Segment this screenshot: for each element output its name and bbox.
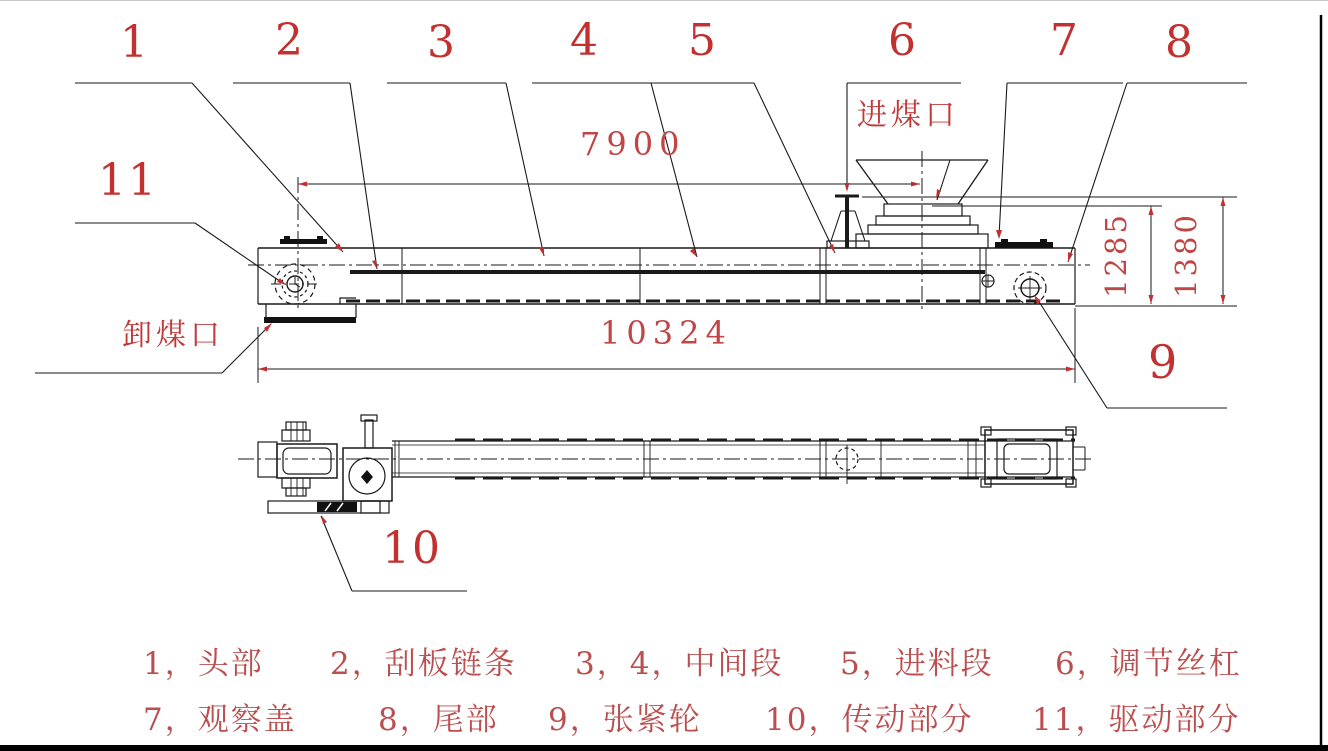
legend-drive-part: 11，驱动部分 bbox=[1032, 702, 1241, 738]
callout-11: 11 bbox=[98, 155, 158, 206]
legend-transmission: 10，传动部分 bbox=[765, 702, 974, 738]
dimension-lines bbox=[258, 177, 1237, 389]
callout-7: 7 bbox=[1050, 15, 1080, 66]
callout-6: 6 bbox=[888, 15, 918, 66]
legend-head: 1，头部 bbox=[143, 646, 264, 682]
drive-unit bbox=[258, 415, 392, 513]
callout-2: 2 bbox=[275, 15, 305, 66]
callout-5: 5 bbox=[688, 15, 718, 66]
plan-view bbox=[238, 415, 1094, 513]
coal-outlet-label: 卸煤口 bbox=[122, 318, 224, 353]
callout-1: 1 bbox=[120, 17, 150, 68]
dimension-1380: 1380 bbox=[1169, 212, 1203, 298]
tension-wheel bbox=[1014, 272, 1046, 304]
discharge-chute-plate bbox=[264, 317, 356, 323]
drive-sprocket bbox=[271, 264, 319, 304]
callout-3: 3 bbox=[427, 17, 457, 68]
legend-tail: 8，尾部 bbox=[378, 702, 499, 738]
legend-feed-section: 5，进料段 bbox=[840, 646, 994, 682]
observation-cover bbox=[995, 242, 1053, 248]
legend-tension-wheel: 9，张紧轮 bbox=[548, 702, 702, 738]
dimension-1285: 1285 bbox=[1099, 212, 1133, 298]
callout-4: 4 bbox=[570, 15, 600, 66]
callout-8: 8 bbox=[1165, 17, 1195, 68]
coal-inlet-label: 进煤口 bbox=[857, 98, 959, 133]
legend-mid-sections: 3，4，中间段 bbox=[575, 646, 784, 682]
dimension-10324: 10324 bbox=[600, 314, 732, 352]
callout-10: 10 bbox=[382, 523, 442, 574]
side-view bbox=[248, 151, 1090, 323]
legend-scraper-chain: 2，刮板链条 bbox=[330, 646, 517, 682]
legend-obs-cover: 7，观察盖 bbox=[143, 702, 297, 738]
dimension-7900: 7900 bbox=[580, 125, 686, 163]
coal-inlet-hopper bbox=[856, 151, 988, 313]
callout-9: 9 bbox=[1148, 335, 1180, 389]
legend-adjust-screw: 6，调节丝杠 bbox=[1055, 646, 1242, 682]
adjusting-screw bbox=[827, 196, 869, 248]
